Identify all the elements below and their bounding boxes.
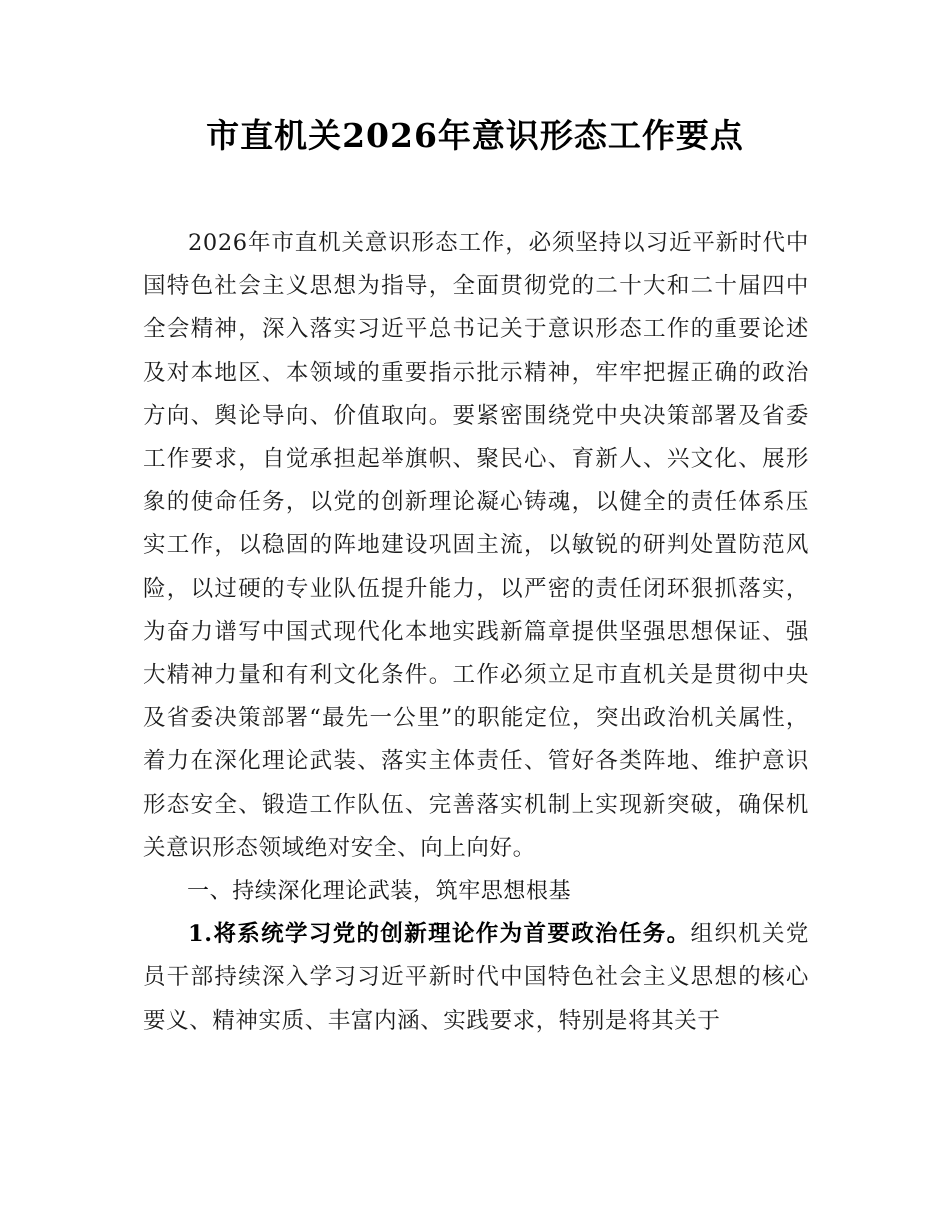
item-text: 组织机关党员干部持续深入学习习近平新时代中国特色社会主义思想的核心要义、精神实质、丰富内涵、实践要求，特别是将其关于 — [143, 921, 809, 1034]
item-lead: 1.将系统学习党的创新理论作为首要政治任务。 — [188, 921, 691, 948]
section-1-item-1 — [143, 913, 809, 1043]
document-title: 市直机关2026年意识形态工作要点 — [206, 116, 744, 155]
intro-paragraph: 2026年市直机关意识形态工作，必须坚持以习近平新时代中国特色社会主义思想为指导，全面贯彻党的二十大和二十届四中全会精神，深入落实习近平总书记关于意识形态工作的重要论述及对本地区、本领域的重要指示批示精神，牢牢把握正确的政治方向、舆论导向、价值取向。要紧密围绕党中央决策部署及省委工作要求，自觉承担起举旗帜、聚民心、育新人、兴文化、展形象的使命任务，以党的创新理论凝心铸魂，以健全的责任体系压实工作，以稳固的阵地建设巩固主流，以敏锐的研判处置防范风险，以过硬的专业队伍提升能力，以严密的责任闭环狠抓落实，为奋力谱写中国式现代化本地实践新篇章提供坚强思想保证、强大精神力量和有利文化条件。工作必须立足市直机关是贯彻中央及省委决策部署“最先一公里”的职能定位，突出政治机关属性，着力在深化理论武装、落实主体责任、管好各类阵地、维护意识形态安全、锻造工作队伍、完善落实机制上实现新突破，确保机关意识形态领域绝对安全、向上向好。 — [143, 230, 809, 861]
document-body — [143, 222, 809, 1043]
section-heading-1: 一、持续深化理论武装，筑牢思想根基 — [187, 879, 572, 905]
